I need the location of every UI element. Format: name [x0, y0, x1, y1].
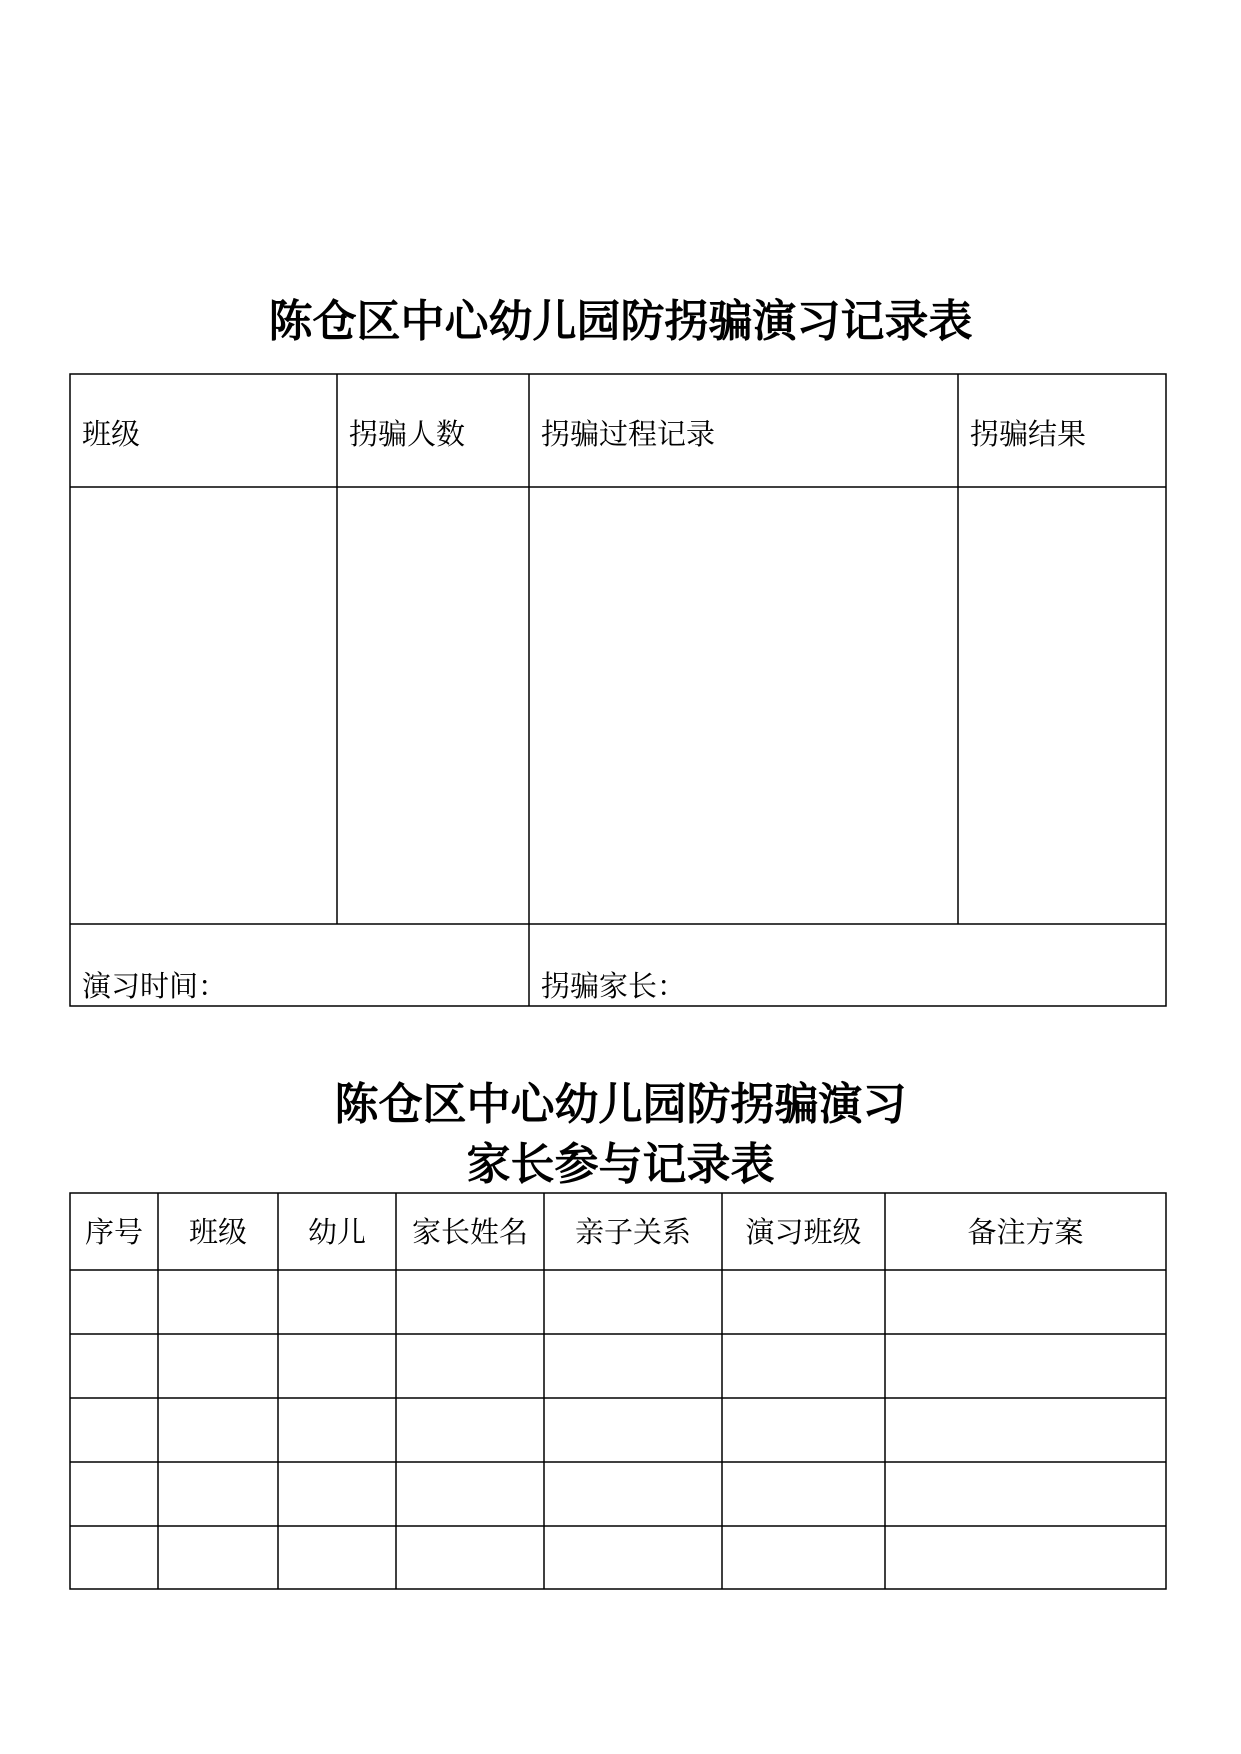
form2-header-notes: 备注方案: [967, 1215, 1084, 1249]
form2-header-child: 幼儿: [307, 1215, 366, 1249]
form1-title: 陈仓区中心幼儿园防拐骗演习记录表: [268, 296, 973, 347]
drill-time-label: 演习时间：: [82, 969, 228, 1003]
form1-header-count: 拐骗人数: [349, 417, 466, 451]
form2-header-relationship: 亲子关系: [574, 1215, 691, 1249]
form2-header-parent-name: 家长姓名: [411, 1215, 528, 1249]
form2-header-class: 班级: [188, 1215, 247, 1249]
abductor-parent-label: 拐骗家长：: [541, 969, 687, 1003]
form2-header-drill-class: 演习班级: [745, 1215, 862, 1249]
form1-border: [70, 374, 1166, 1006]
form1-header-result: 拐骗结果: [970, 417, 1087, 451]
form2-title-line2: 家长参与记录表: [466, 1139, 775, 1190]
form2-title-line1: 陈仓区中心幼儿园防拐骗演习: [334, 1079, 907, 1130]
form1-header-process: 拐骗过程记录: [541, 417, 716, 451]
form2-header-no: 序号: [84, 1215, 143, 1249]
form2-border: [70, 1193, 1166, 1589]
form1-header-class: 班级: [82, 417, 141, 451]
